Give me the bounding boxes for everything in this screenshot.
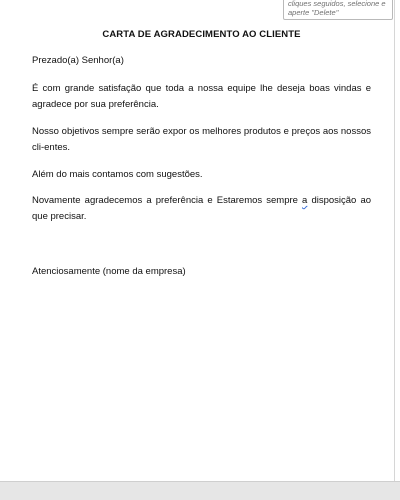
page-edge: [394, 0, 395, 481]
paragraph-thanks-end: disposição ao que precisar.: [32, 195, 372, 222]
paragraph-thanks: [32, 193, 371, 225]
comment-line-2: aperte "Delete": [288, 7, 339, 17]
signature: Atenciosamente (nome da empresa): [32, 266, 186, 277]
paragraph-welcome: É com grande satisfação que toda a nossa equipe lhe deseja boas vindas e agradece por sua preferência.: [32, 83, 371, 110]
comment-line-1: cliques seguidos, selecione e: [288, 0, 386, 8]
document-title: CARTA DE AGRADECIMENTO AO CLIENTE: [102, 29, 301, 40]
comment-balloon[interactable]: [283, 0, 393, 20]
spelling-flag[interactable]: a: [302, 195, 308, 206]
bottom-bar: [0, 481, 400, 500]
paragraph-objectives: Nosso objetivos sempre serão expor os melhores produtos e preços aos nossos cli-entes.: [32, 126, 371, 153]
paragraph-thanks-start: Novamente agradecemos a preferência e Estaremos sempre: [32, 195, 303, 206]
greeting: Prezado(a) Senhor(a): [32, 55, 124, 66]
paragraph-suggestions: Além do mais contamos com sugestões.: [32, 169, 203, 180]
